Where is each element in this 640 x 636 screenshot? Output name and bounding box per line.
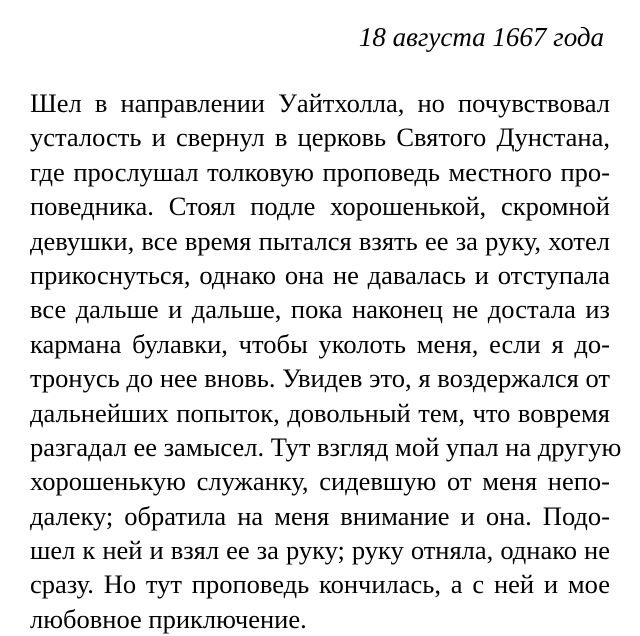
text-line: тронусь до нее вновь. Увидев это, я воздержался от: [30, 363, 610, 394]
text-line: любовное приключение.: [30, 603, 307, 634]
text-line: все дальше и дальше, пока наконец не достала из: [30, 294, 610, 325]
text-line: дальнейших попыток, довольный тем, что вовремя: [30, 397, 610, 428]
text-line: усталость и свернул в церковь Святого Дунстана,: [30, 122, 610, 153]
entry-date: 18 августа 1667 года: [358, 22, 604, 52]
text-line: шел к ней и взял ее за руку; руку отняла, однако не: [30, 535, 610, 566]
text-line: девушки, все время пытался взять ее за руку, хотел: [30, 225, 610, 256]
text-line: прикоснуться, однако она не давалась и отступала: [30, 259, 610, 290]
text-line: разгадал ее замысел. Тут взгляд мой упал на другую: [30, 431, 622, 462]
text-line: кармана булавки, чтобы уколоть меня, если я до-: [30, 328, 610, 359]
diary-entry-text: [30, 86, 622, 636]
text-line: далеку; обратила на меня внимание и она. Подо-: [30, 500, 610, 531]
text-line: поведника. Стоял подле хорошенькой, скромной: [30, 191, 610, 222]
text-line: где прослушал толковую проповедь местного про-: [30, 156, 610, 187]
text-line: хорошенькую служанку, сидевшую от меня непо-: [30, 466, 610, 497]
text-line: Шел в направлении Уайтхолла, но почувствовал: [30, 88, 610, 118]
text-line: сразу. Но тут проповедь кончилась, а с ней и мое: [30, 569, 610, 600]
